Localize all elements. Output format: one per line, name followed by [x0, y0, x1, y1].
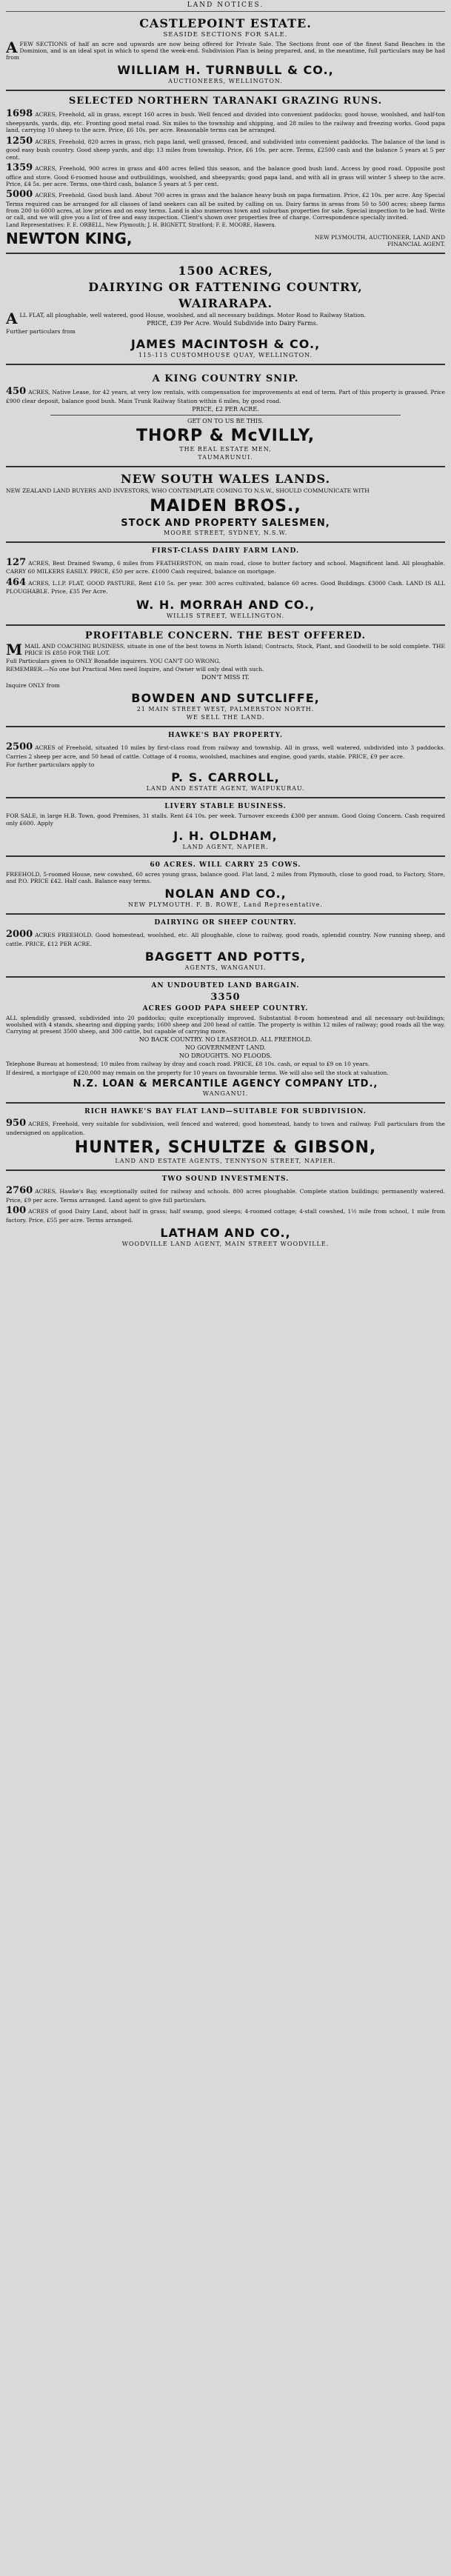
- ad-body: FEW SECTIONS of half an acre and upwards are now being offered for Private Sale. The Sections front one of the finest Sand Beaches in the Dominion, and is an ideal spot in which to spend the week-end. Subdivision Plan is being prepared, and, in the meantime, full particulars may be had from: [6, 41, 445, 61]
- ad-nsw: [6, 467, 445, 542]
- ad-title-line3: WAIRARAPA.: [178, 296, 273, 311]
- agent-name: BOWDEN AND SUTCLIFFE,: [131, 691, 320, 706]
- ad-line: NO DROUGHTS. NO FLOODS.: [178, 1052, 273, 1060]
- acreage-number: 950: [6, 1117, 27, 1129]
- agent-address: 21 MAIN STREET WEST, PALMERSTON NORTH.: [136, 706, 315, 713]
- ad-body: ACRES, Best Drained Swamp, 6 miles from FEATHERSTON, on main road, close to butter factory and school. Magnificent land. All ploughable. CARRY 60 MILKERS EASILY. PRICE, £50 per acre. £1000 Cash required, balance on mortgage.: [6, 559, 445, 575]
- ad-line: If desired, a mortgage of £20,000 may remain on the property for 10 years on favourable terms. We will also sell the stock at valuation.: [6, 1069, 389, 1076]
- ad-dairy-farm: [6, 543, 445, 626]
- ad-title: LIVERY STABLE BUSINESS.: [164, 803, 287, 811]
- ad-castlepoint: [6, 12, 445, 91]
- agent-name: NOLAN AND CO.,: [164, 886, 287, 901]
- ad-sixty-acres: [6, 857, 445, 915]
- acreage-number: 2500: [6, 741, 33, 753]
- call-to-action: GET ON TO US BE THIS.: [187, 418, 264, 425]
- inquire-text: Inquire ONLY from: [6, 682, 60, 690]
- agent-name: LATHAM AND CO.,: [160, 1225, 291, 1240]
- agent-address: NEW PLYMOUTH. F. B. ROWE, Land Representative.: [128, 901, 323, 908]
- section-header: LAND NOTICES.: [6, 0, 445, 12]
- acreage-number: 5000: [6, 188, 33, 200]
- ad-title: CASTLEPOINT ESTATE.: [139, 16, 312, 30]
- agent-address: AUCTIONEERS, WELLINGTON.: [168, 78, 283, 85]
- ad-hawkes-bay: [6, 727, 445, 798]
- ad-line: NO BACK COUNTRY. NO LEASEHOLD. ALL FREEHOLD.: [138, 1036, 313, 1044]
- ad-subtitle: SEASIDE SECTIONS FOR SALE.: [163, 31, 288, 39]
- ad-title: 60 ACRES. WILL CARRY 25 COWS.: [150, 861, 301, 869]
- ad-body: FOR SALE, in large H.B. Town, good Premises, 31 stalls. Rent £4 10s. per week. Turnover exceeds £300 per annum. Good Going Concern. Cash required only £600. Apply: [6, 812, 445, 827]
- acreage-number: 2000: [6, 928, 33, 940]
- agent-title: STOCK AND PROPERTY SALESMEN,: [121, 517, 330, 529]
- agent-address: WILLIS STREET, WELLINGTON.: [166, 612, 285, 619]
- ad-body-line2: Full Particulars given to ONLY Bonafide inquirers. YOU CAN'T GO WRONG.: [6, 657, 221, 664]
- ad-body: ACRES, Hawke's Bay, exceptionally suited for railway and schools. 800 acres ploughable. Complete station buildings; permanently watered. Price, £9 per acre. Terms arranged. Land agent to give full particulars.: [6, 1187, 445, 1204]
- dropcap: M: [6, 640, 23, 658]
- ad-taranaki: [6, 91, 445, 254]
- ad-title-line2: DAIRYING OR FATTENING COUNTRY,: [88, 280, 363, 295]
- ad-body: ACRES, Freehold, 900 acres in grass and 400 acres felled this season, and the balance good bush land. Access by good road. Opposite post office and store. Good 6-roomed house and outbuildings, woolshed, and sheepyards; good papa land, and with all in grass will winter 5 sheep to the acre. Price, £4 5s. per acre. Terms, one-third cash, balance 5 years at 5 per cent.: [6, 164, 445, 187]
- acreage-number: 1359: [6, 161, 33, 173]
- ad-body: ACRES, Freehold, 820 acres in grass, rich papa land, well grassed, fenced, and subdivided into convenient paddocks. The balance of the land is good easy bush country. Good sheep yards, and dip; 13 miles from township. Price, £6 10s. per acre. Terms, £2500 cash and the balance 5 years at 5 per cent.: [6, 138, 445, 161]
- agent-address: LAND AND ESTATE AGENTS, TENNYSON STREET, NAPIER.: [115, 1157, 336, 1164]
- acreage-number: 100: [6, 1204, 27, 1216]
- ad-title: FIRST-CLASS DAIRY FARM LAND.: [151, 547, 300, 555]
- ad-profitable-concern: [6, 626, 445, 728]
- acreage-number: 1250: [6, 135, 33, 147]
- ad-body-line3: REMEMBER.—No one but Practical Men need Inquire, and Owner will only deal with such.: [6, 665, 264, 673]
- dropcap: A: [6, 39, 18, 56]
- ad-body: ACRES, Freehold. Good bush land. About 700 acres in grass and the balance heavy bush on papa formation. Price, £2 10s. per acre. Any Special Terms required can be arranged for all classes of land seekers can all be suited by calling on us. Dairy farms in areas from 50 to 500 acres; sheep farms from 200 to 6000 acres, at low prices and on easy terms. Land is also numerous town and suburban properties for sale. Special inspection to be had. Write or call, and we will give you a list of free and easy inspection. Client's shown over properties free of charge. Correspondence specially invited.: [6, 191, 445, 221]
- agent-address: AGENTS, WANGANUI.: [184, 964, 267, 971]
- ad-title: RICH HAWKE'S BAY FLAT LAND—SUITABLE FOR SUBDIVISION.: [84, 1107, 367, 1115]
- ad-title: DAIRYING OR SHEEP COUNTRY.: [154, 918, 297, 927]
- agent-name: NEWTON KING,: [6, 230, 133, 248]
- ad-two-investments: [6, 1171, 445, 1252]
- agent-address: MOORE STREET, SYDNEY, N.S.W.: [164, 529, 287, 536]
- ad-body: FREEHOLD, 5-roomed House, new cowshed, 60 acres young grass, balance good. Flat land, 2 miles from Plymouth, close to good road, to Factory, Store, and P.O. PRICE £42. Half cash. Balance easy terms.: [6, 870, 445, 884]
- ad-wairarapa: [6, 254, 445, 365]
- ad-title: 1500 ACRES,: [178, 264, 273, 278]
- agent-address: WOODVILLE LAND AGENT, MAIN STREET WOODVILLE.: [121, 1240, 330, 1247]
- ad-title: AN UNDOUBTED LAND BARGAIN.: [151, 981, 300, 990]
- ad-title: PROFITABLE CONCERN. THE BEST OFFERED.: [84, 630, 367, 641]
- ad-title: NEW SOUTH WALES LANDS.: [120, 472, 331, 487]
- agent-address: 115-115 CUSTOMHOUSE QUAY, WELLINGTON.: [138, 352, 313, 359]
- acreage-number: 450: [6, 386, 27, 398]
- ad-title: HAWKE'S BAY PROPERTY.: [167, 732, 284, 740]
- agent-name: P. S. CARROLL,: [171, 770, 280, 785]
- agent-name: THORP & McVILLY,: [136, 427, 315, 446]
- ad-dairying-sheep: [6, 915, 445, 978]
- agent-block: [6, 230, 445, 247]
- ad-body: ACRES of good Dairy Land, about half in grass; half swamp, good sleeps; 4-roomed cottage; 4-stall cowshed, 1½ mile from school, 1 mile from factory. Price, £55 per acre. Terms arranged.: [6, 1207, 445, 1224]
- agent-name: JAMES MACINTOSH & CO.,: [130, 337, 321, 352]
- acreage-number: 2760: [6, 1184, 33, 1196]
- agent-subtitle: THE REAL ESTATE MEN,: [179, 446, 272, 453]
- acreage-number: 3350: [210, 991, 241, 1003]
- ad-body: ACRES, Freehold, all in grass, except 160 acres in bush. Well fenced and divided into convenient paddocks; good house, woolshed, and half-ton sheepyards, yards, dip, etc. Fronting good metal road. Six miles to the township and shipping, and 28 miles to the railway and freezing works. Good papa land, carrying 10 sheep to the acre. Price, £6 10s. per acre. Reasonable terms can be arranged.: [6, 111, 445, 134]
- ad-body: ALL splendidly grassed, subdivided into 20 paddocks; quite exceptionally improved. Substantial 8-room homestead and all necessary out-buildings; woolshed with 4 stands, shearing and dipping yards; 1600 sheep and 200 head of cattle. The property is within 12 miles of railway; good roads all the way. Carrying at present 3500 sheep, and 300 cattle, but capable of carrying more.: [6, 1014, 445, 1035]
- agent-name: W. H. MORRAH AND CO.,: [136, 597, 315, 612]
- agent-address: LAND AGENT, NAPIER.: [182, 843, 269, 850]
- agent-name: J. H. OLDHAM,: [173, 828, 278, 843]
- agent-name: WILLIAM H. TURNBULL & CO.,: [117, 63, 334, 78]
- ad-body: NEW ZEALAND LAND BUYERS AND INVESTORS, WHO CONTEMPLATE COMING TO N.S.W., SHOULD COMMUNICATE WITH: [6, 487, 370, 495]
- ad-body: MAIL AND COACHING BUSINESS, situate in one of the best towns in North Island; Contracts, Stock, Plant, and Goodwill to be sold complete. THE PRICE IS £850 FOR THE LOT.: [24, 642, 445, 656]
- ad-body: ACRES, L.I.P. FLAT, GOOD PASTURE, Rent £10 5s. per year. 300 acres cultivated, balance 60 acres. Good Buildings. £3000 Cash. LAND IS ALL PLOUGHABLE. Price, £35 Per Acre.: [6, 579, 445, 595]
- further-particulars: For further particulars apply to: [6, 761, 95, 769]
- agent-name: MAIDEN BROS.,: [150, 496, 301, 515]
- acreage-number: 127: [6, 556, 27, 568]
- ad-land-bargain: [6, 978, 445, 1104]
- acreage-number: 1698: [6, 108, 33, 120]
- ad-body: ACRES, Freehold, very suitable for subdivision, well fenced and watered; good homestead, handy to town and railway. Full particulars from the undersigned on application.: [6, 1120, 445, 1136]
- agent-address: NEW PLYMOUTH, AUCTIONEER, LAND AND FINANCIAL AGENT.: [315, 234, 445, 248]
- ad-livery-stable: [6, 798, 445, 856]
- ad-body: LL FLAT, all ploughable, well watered, good House, woolshed, and all necessary buildings. Motor Road to Railway Station.: [19, 312, 367, 319]
- ad-body: ACRES, Native Lease, for 42 years, at very low rentals, with compensation for improvements at end of term. Part of this property is grassed. Price £900 clear deposit, balance good bush. Main Trunk Railway Station within 6 miles, by good road.: [6, 389, 445, 405]
- further-particulars: Further particulars from: [6, 328, 76, 336]
- agent-address: LAND AND ESTATE AGENT, WAIPUKURAU.: [146, 785, 305, 793]
- agent-name: BAGGETT AND POTTS,: [144, 949, 307, 964]
- agent-tagline: WE SELL THE LAND.: [186, 714, 265, 721]
- agent-name: HUNTER, SCHULTZE & GIBSON,: [74, 1138, 377, 1157]
- ad-subtitle: ACRES GOOD PAPA SHEEP COUNTRY.: [142, 1004, 309, 1012]
- acreage-number: 464: [6, 576, 27, 588]
- agent-name: N.Z. LOAN & MERCANTILE AGENCY COMPANY LTD.,: [73, 1078, 378, 1090]
- price: PRICE, £39 Per Acre. Would Subdivide into Dairy Farms.: [147, 320, 318, 327]
- ad-king-country: [6, 365, 445, 467]
- ad-title: TWO SOUND INVESTMENTS.: [161, 1175, 290, 1183]
- ad-rich-flat-land: [6, 1104, 445, 1171]
- dropcap: A: [6, 310, 18, 328]
- agent-address: WANGANUI.: [202, 1090, 249, 1097]
- ad-title: SELECTED NORTHERN TARANAKI GRAZING RUNS.: [68, 96, 383, 107]
- ad-body: ACRES FREEHOLD. Good homestead, woolshed, etc. All ploughable, close to railway, good roads, splendid country. Now running sheep, and cattle. PRICE, £12 PER ACRE.: [6, 931, 445, 947]
- price: PRICE, £2 PER ACRE.: [192, 406, 259, 413]
- ad-line: Telephone Bureau at homestead; 10 miles from railway by dray and coach road. PRICE, £8 10s. cash, or equal to £9 on 10 years.: [6, 1061, 370, 1068]
- call-to-action: DON'T MISS IT.: [201, 674, 250, 681]
- ad-title: A KING COUNTRY SNIP.: [152, 373, 299, 385]
- land-representatives: Land Representatives: F. E. ORBELL, New Plymouth; J. H. BIGNETT, Stratford; F. E. MOORE, Hawera.: [6, 222, 276, 229]
- agent-town: TAUMARUNUI.: [198, 454, 253, 461]
- ad-line: NO GOVERNMENT LAND.: [184, 1044, 267, 1052]
- ad-body: ACRES of Freehold, situated 10 miles by first-class road from railway and township. All in grass, well watered, subdivided into 3 paddocks. Carries 2 sheep per acre, and 50 head of cattle. Cottage of 4 rooms, woolshed, machines and engine, good yards, stable. PRICE, £9 per acre.: [6, 744, 445, 761]
